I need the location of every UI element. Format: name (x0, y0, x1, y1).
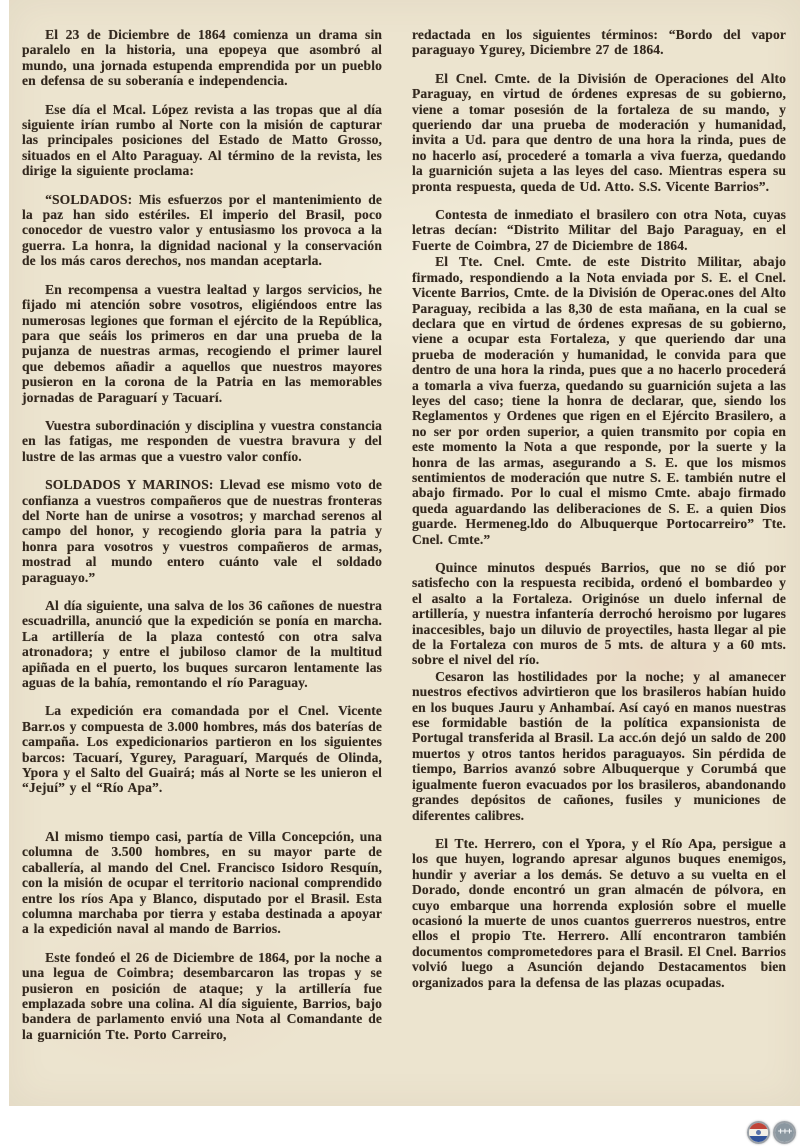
article-paragraph: El 23 de Diciembre de 1864 comienza un drama sin paralelo en la historia, una epopeya que asombró al mundo, una jornada estupenda emprendida por un pueblo en defensa de su soberanía e independencia. (22, 27, 382, 89)
article-paragraph: Quince minutos después Barrios, que no se dió por satisfecho con la respuesta recibida, ordenó el bombardeo y el asalto a la Fortaleza. Originóse un duelo infernal de artillería, y nuestra infantería derrochó heroismo por lugares inaccesibles, bajo un diluvio de proyectiles, hasta llegar al pie de la Fortaleza con muros de 5 mts. de altura y a 60 mts. sobre el nivel del río. (412, 560, 786, 668)
article-paragraph: La expedición era comandada por el Cnel. Vicente Barr.os y compuesta de 3.000 hombres, más dos baterías de campaña. Los expedicionarios partieron en los siguientes barcos: Tacuarí, Ygurey, Paraguarí, Marqués de Olinda, Ypora y el Salto del Guairá; más al Norte se les unieron el “Jejuí” y el “Río Apa”. (22, 703, 382, 796)
article-paragraph: El Tte. Cnel. Cmte. de este Distrito Militar, abajo firmado, respondiendo a la Nota enviada por S. E. el Cnel. Vicente Barrios, Cmte. de la División de Operac.ones del Alto Paraguay, recibida a las 8,30 de esta mañana, en la cual se declara que en virtud de órdenes expresas de su gobierno, viene a ocupar esta Fortaleza, y que queriendo dar una prueba de moderación y humanidad, le convida para que dentro de una hora la rinda, pues que a no hacerlo procederá a tomarla a viva fuerza, quedando su guarnición sujeta a las leyes del caso; tiene la honra de declarar, que, siendo los Reglamentos y Ordenes que rigen en el Ejército Brasilero, a no ser por orden superior, a quien transmito por copia en este momento la Nota a que responde, por la suerte y la honra de las armas, asegurando a S. E. que los mismos sentimientos de moderación que nutre S. E. también nutre el abajo firmado. Por lo cual el mismo Cmte. abajo firmado queda aguardando las deliberaciones de S. E. a quien Dios guarde. Hermeneg.ldo do Albuquerque Portocarreiro” Tte. Cnel. Cmte.” (412, 254, 786, 547)
article-body (9, 0, 800, 1106)
article-paragraph: Contesta de inmediato el brasilero con otra Nota, cuyas letras decían: “Distrito Militar del Bajo Paraguay, en el Fuerte de Coimbra, 27 de Diciembre de 1864. (412, 207, 786, 253)
right-column (401, 0, 800, 1106)
floating-widget-buttons (747, 1121, 796, 1144)
article-paragraph: SOLDADOS Y MARINOS: Llevad ese mismo voto de confianza a vuestros compañeros que de nuestras fronteras del Norte han de unirse a vosotros; y marchad serenos al campo del honor, y recogiendo gloria para la patria y honra para vosotros y vuestros compañeros de armas, mostrad al mundo entero cuánto vale el soldado paraguayo.” (22, 477, 382, 585)
article-paragraph: Este fondeó el 26 de Diciembre de 1864, por la noche a una legua de Coimbra; desembarcaron las tropas y se pusieron en posición de ataque; y la artillería fue emplazada sobre una colina. Al día siguiente, Barrios, bajo bandera de parlamento envió una Nota al Comandante de la guarnición Tte. Porto Carreiro, (22, 949, 382, 1042)
article-paragraph: El Tte. Herrero, con el Ypora, y el Río Apa, persigue a los que huyen, logrando apresar algunos buques enemigos, hundir y averiar a los demás. Se detuvo a su vuelta en el Dorado, donde encontró un gran almacén de pólvora, en cuyo embarque una horrenda explosión sobre el muelle ocasionó la muerte de unos cuantos guerreros nuestros, entre ellos el propio Tte. Herrero. Allí encontraron también documentos comprometedores para el Brasil. El Cnel. Barrios volvió luego a Asunción dejando Destacamentos bien organizados para la defensa de las plazas ocupadas. (412, 835, 786, 990)
article-paragraph: En recompensa a vuestra lealtad y largos servicios, he fijado mi atención sobre vosotros, eligiéndoos entre las numerosas legiones que forman el ejército de la República, para que seáis los primeros en dar una prueba de la pujanza de nuestras armas, recogiendo el primer laurel que debemos añadir a aquellos que nuestros mayores pusieron en la corona de la Patria en las memorables jornadas de Paraguarí y Tacuarí. (22, 281, 382, 405)
article-paragraph: El Cnel. Cmte. de la División de Operaciones del Alto Paraguay, en virtud de órdenes expresas de su gobierno, viene a tomar posesión de la fortaleza de su mando, y queriendo dar una prueba de moderación y humanidad, invita a Ud. para que dentro de una hora la rinda, pues de no hacerlo así, procederé a tomarla a viva fuerza, quedando la guarnición sujeta a las leyes del caso. Mientras espera su pronta respuesta, queda de Ud. Atto. S.S. Vicente Barrios”. (412, 70, 786, 194)
share-button[interactable] (773, 1121, 796, 1144)
left-column (9, 0, 401, 1106)
article-paragraph: “SOLDADOS: Mis esfuerzos por el mantenimiento de la paz han sido estériles. El imperio del Brasil, poco conocedor de vuestro valor y entusiasmo los provoca a la guerra. La honra, la dignidad nacional y la conservación de los más caros derechos, nos mandan aceptarla. (22, 191, 382, 269)
article-paragraph: Al día siguiente, una salva de los 36 cañones de nuestra escuadrilla, anunció que la expedición se ponía en marcha. La artillería de la plaza contestó con otra salva atronadora; y entre el jubiloso clamor de la multitud apiñada en el puerto, los buques surcaron lentamente las aguas de la bahía, remontando el río Paraguay. (22, 598, 382, 691)
article-paragraph: Cesaron las hostilidades por la noche; y al amanecer nuestros efectivos advirtieron que los brasileros habían huido en los buques Jauru y Anhambaí. Así cayó en manos nuestras ese formidable bastión de la política expansionista de Portugal transferida al Brasil. La acc.ón dejó un saldo de 200 muertos y otros tantos heridos paraguayos. Sin pérdida de tiempo, Barrios avanzó sobre Albuquerque y Corumbá que igualmente fueron evacuados por los brasileros, abandonando grandes depósitos de cañones, fusiles y municiones de diferentes calibres. (412, 668, 786, 823)
share-plus-icon: +++ (775, 1123, 794, 1142)
article-paragraph: redactada en los siguientes términos: “Bordo del vapor paraguayo Ygurey, Diciembre 27 de 1864. (412, 27, 786, 58)
paraguay-flag-button[interactable] (747, 1121, 770, 1144)
article-paragraph: Ese día el Mcal. López revista a las tropas que al día siguiente irían rumbo al Norte con la misión de capturar las principales posiciones del Estado de Matto Grosso, situados en el Alto Paraguay. Al término de la revista, les dirige la siguiente proclama: (22, 101, 382, 179)
article-paragraph: Vuestra subordinación y disciplina y vuestra constancia en las fatigas, me responden de vuestra bravura y del lustre de las armas que a vuestro valor confío. (22, 417, 382, 464)
article-paragraph: Al mismo tiempo casi, partía de Villa Concepción, una columna de 3.500 hombres, en su mayor parte de caballería, al mando del Cnel. Francisco Isidoro Resquín, con la misión de ocupar el territorio nacional comprendido entre los ríos Apa y Blanco, disputado por el Brasil. Esta columna marchaba por tierra y estaba destinada a apoyar a la expedición naval al mando de Barrios. (22, 828, 382, 937)
paraguay-flag-icon (749, 1123, 768, 1142)
